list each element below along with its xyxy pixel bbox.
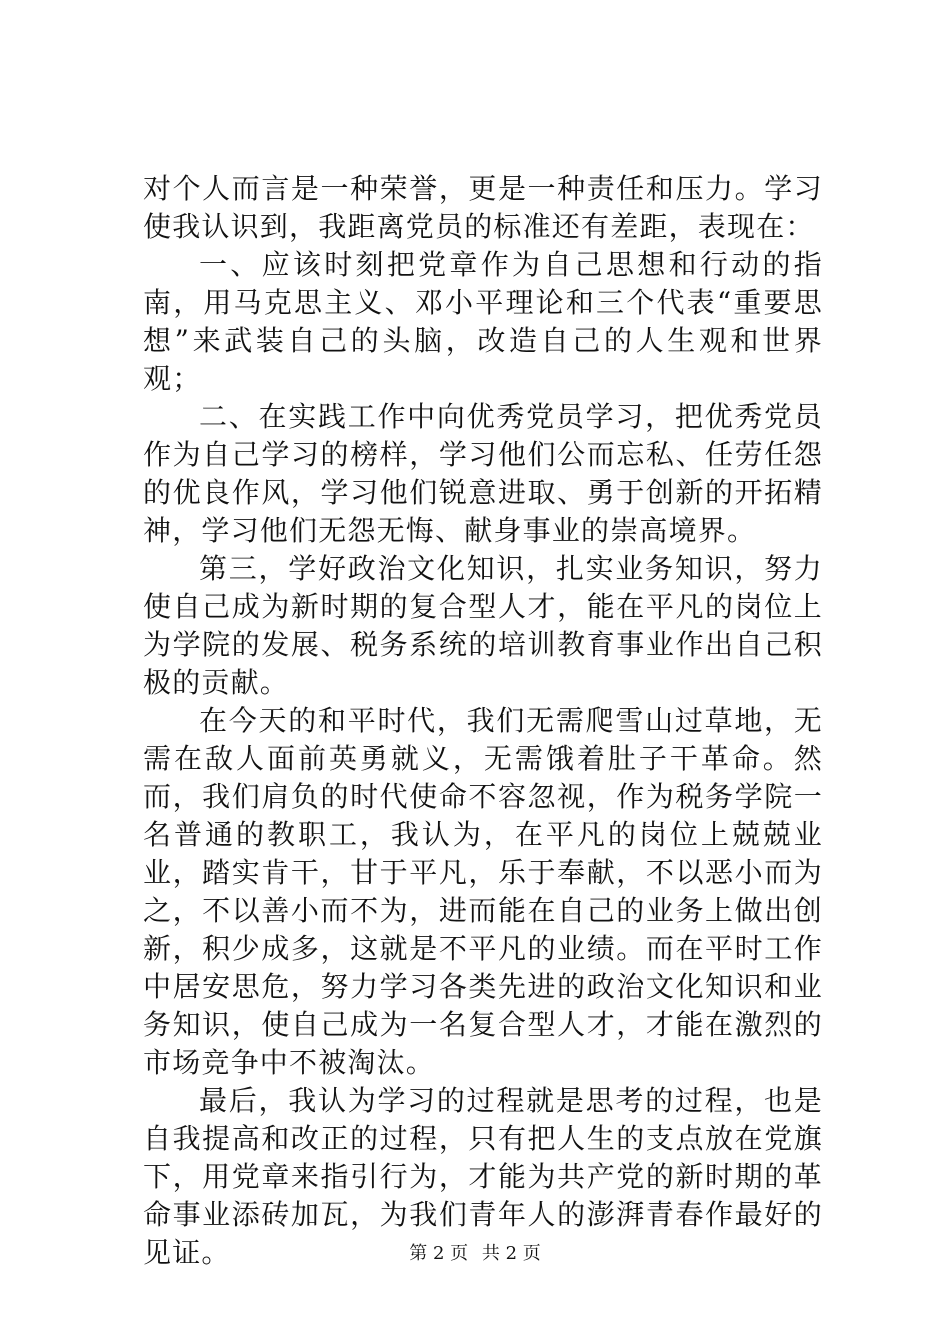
page-footer xyxy=(0,1243,950,1265)
paragraph-point-three: 第三，学好政治文化知识，扎实业务知识，努力使自己成为新时期的复合型人才，能在平凡的岗位上为学院的发展、税务系统的培训教育事业作出自己积极的贡献。 xyxy=(143,552,823,699)
document-body xyxy=(143,170,823,1272)
paragraph-peace-era: 在今天的和平时代，我们无需爬雪山过草地，无需在敌人面前英勇就义，无需饿着肚子干革命。然而，我们肩负的时代使命不容忽视，作为税务学院一名普通的教职工，我认为，在平凡的岗位上兢兢业业，踏实肯干，甘于平凡，乐于奉献，不以恶小而为之，不以善小而不为，进而能在自己的业务上做出创新，积少成多，这就是不平凡的业绩。而在平时工作中居安思危，努力学习各类先进的政治文化知识和业务知识，使自己成为一名复合型人才，才能在激烈的市场竞争中不被淘汰。 xyxy=(143,704,823,1079)
paragraph-point-one: 一、应该时刻把党章作为自己思想和行动的指南，用马克思主义、邓小平理论和三个代表“重要思想”来武装自己的头脑，改造自己的人生观和世界观； xyxy=(143,248,823,395)
page-number: 第 2 页 xyxy=(409,1243,469,1264)
paragraph-continuation: 对个人而言是一种荣誉，更是一种责任和压力。学习使我认识到，我距离党员的标准还有差距，表现在： xyxy=(143,172,823,243)
page-total: 共 2 页 xyxy=(481,1243,541,1264)
paragraph-point-two: 二、在实践工作中向优秀党员学习，把优秀党员作为自己学习的榜样，学习他们公而忘私、任劳任怨的优良作风，学习他们锐意进取、勇于创新的开拓精神，学习他们无怨无悔、献身事业的崇高境界。 xyxy=(143,400,823,547)
paragraph-conclusion: 最后，我认为学习的过程就是思考的过程，也是自我提高和改正的过程，只有把人生的支点放在党旗下，用党章来指引行为，才能为共产党的新时期的革命事业添砖加瓦，为我们青年人的澎湃青春作最好的见证。 xyxy=(143,1084,823,1269)
